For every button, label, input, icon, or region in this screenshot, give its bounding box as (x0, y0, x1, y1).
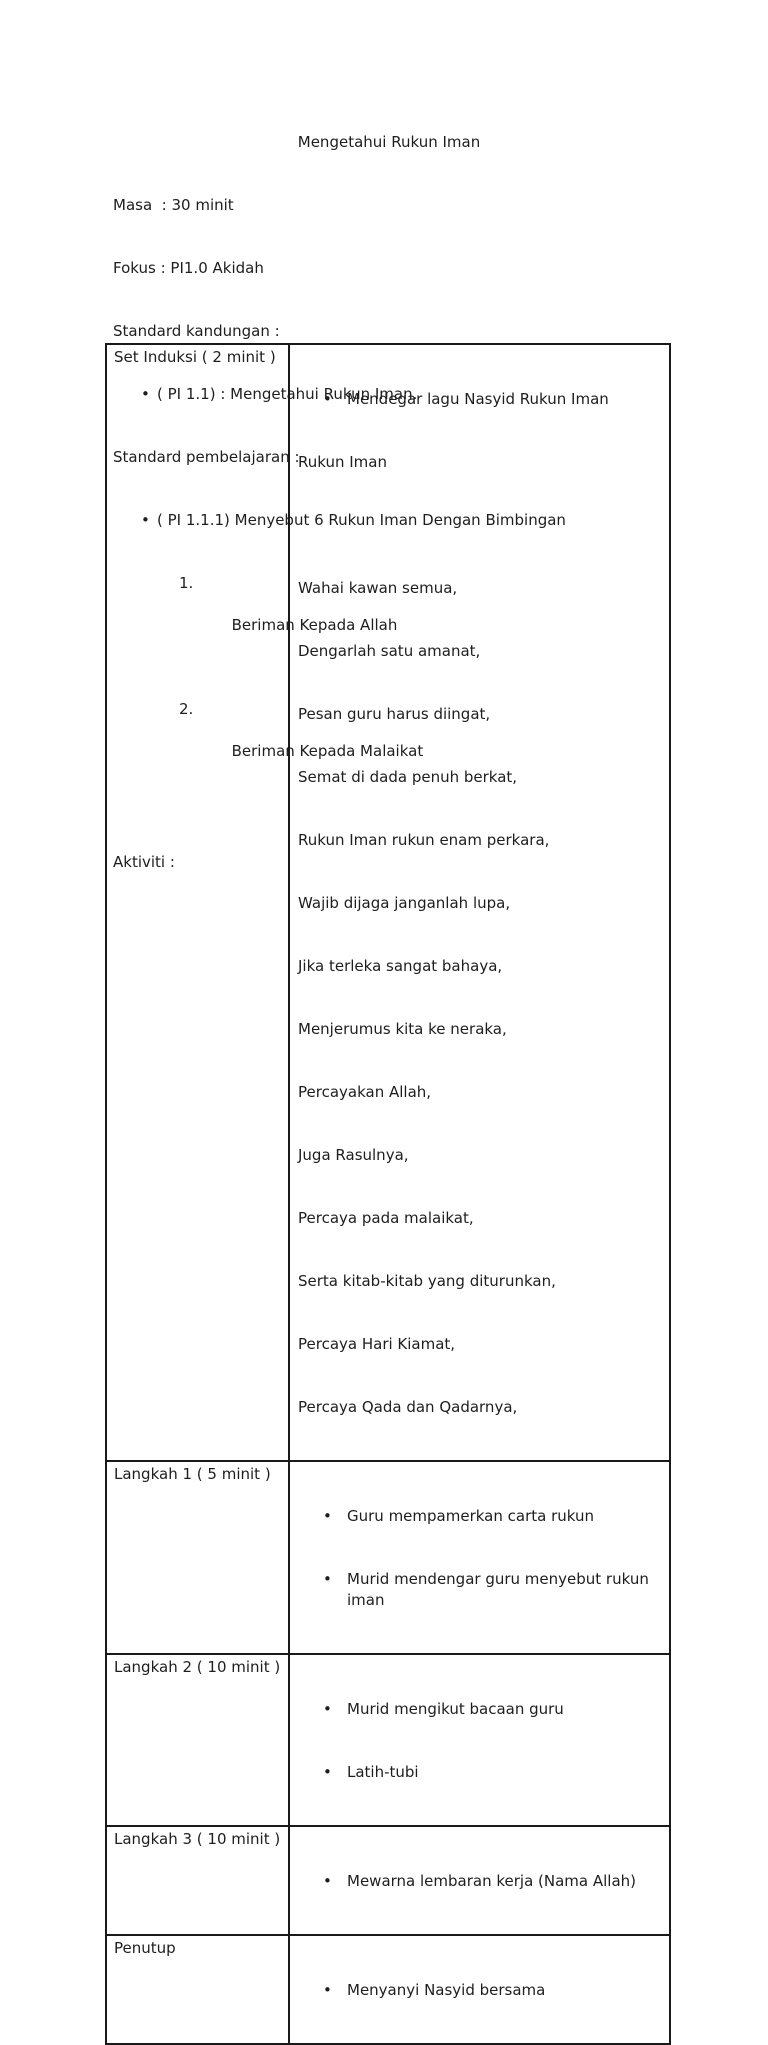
activity-detail-cell (289, 344, 670, 1461)
activity-detail-cell (289, 1461, 670, 1654)
activity-table (105, 343, 671, 2045)
table-row (106, 344, 670, 1461)
lyric-line: Jika terleka sangat bahaya, (298, 957, 503, 975)
page-title: Mengetahui Rukun Iman (297, 133, 481, 151)
fokus-line: Fokus : PI1.0 Akidah (113, 259, 264, 277)
activity-detail-cell (289, 1935, 670, 2044)
song-title: Rukun Iman (298, 453, 387, 471)
activity-bullet: • Murid mendengar guru menyebut rukun iman (290, 1569, 667, 1611)
numbered-item-marker: 1. (179, 574, 194, 592)
activity-bullet: • Latih-tubi (290, 1762, 667, 1783)
masa-line: Masa : 30 minit (113, 196, 234, 214)
activity-label-cell: Langkah 3 ( 10 minit ) (106, 1826, 289, 1935)
lyric-line: Semat di dada penuh berkat, (298, 768, 518, 786)
lyric-line: Pesan guru harus diingat, (298, 705, 491, 723)
standard-kandungan-bullet: • ( PI 1.1) : Mengetahui Rukun Iman. (113, 384, 665, 405)
numbered-item-marker: 2. (179, 700, 194, 718)
table-row (106, 1461, 670, 1654)
table-row (106, 1935, 670, 2044)
lyric-line: Percaya Qada dan Qadarnya, (298, 1398, 518, 1416)
activity-bullet: • Guru mempamerkan carta rukun (290, 1506, 667, 1527)
aktiviti-heading: Aktiviti : (113, 853, 175, 871)
lyric-line: Percaya pada malaikat, (298, 1209, 474, 1227)
lyric-line: Wajib dijaga janganlah lupa, (298, 894, 511, 912)
activity-label-cell: Langkah 2 ( 10 minit ) (106, 1654, 289, 1826)
activity-label-cell: Penutup (106, 1935, 289, 2044)
activity-bullet: • Mewarna lembaran kerja (Nama Allah) (290, 1871, 667, 1892)
activity-bullet: • Menyanyi Nasyid bersama (290, 1980, 667, 2001)
standard-pembelajaran-heading: Standard pembelajaran : (113, 448, 300, 466)
standard-kandungan-heading: Standard kandungan : (113, 322, 280, 340)
table-row (106, 1654, 670, 1826)
lyric-line: Percaya Hari Kiamat, (298, 1335, 456, 1353)
activity-label-cell: Langkah 1 ( 5 minit ) (106, 1461, 289, 1654)
standard-pembelajaran-bullet: • ( PI 1.1.1) Menyebut 6 Rukun Iman Dengan Bimbingan (113, 510, 665, 531)
blank-line (290, 515, 667, 536)
numbered-item-text: Beriman Kepada Allah (231, 616, 398, 634)
activity-detail-cell (289, 1654, 670, 1826)
lyric-line: Serta kitab-kitab yang diturunkan, (298, 1272, 556, 1290)
lyric-line: Rukun Iman rukun enam perkara, (298, 831, 550, 849)
activity-label-cell: Set Induksi ( 2 minit ) (106, 344, 289, 1461)
table-row (106, 1826, 670, 1935)
lyric-line: Menjerumus kita ke neraka, (298, 1020, 507, 1038)
lyric-line: Wahai kawan semua, (298, 579, 458, 597)
activity-bullet: • Murid mengikut bacaan guru (290, 1699, 667, 1720)
lyric-line: Juga Rasulnya, (298, 1146, 409, 1164)
lyric-line: Percayakan Allah, (298, 1083, 432, 1101)
activity-bullet: • Mendegar lagu Nasyid Rukun Iman (290, 389, 667, 410)
lyric-line: Dengarlah satu amanat, (298, 642, 481, 660)
activity-detail-cell (289, 1826, 670, 1935)
numbered-item-text: Beriman Kepada Malaikat (231, 742, 424, 760)
